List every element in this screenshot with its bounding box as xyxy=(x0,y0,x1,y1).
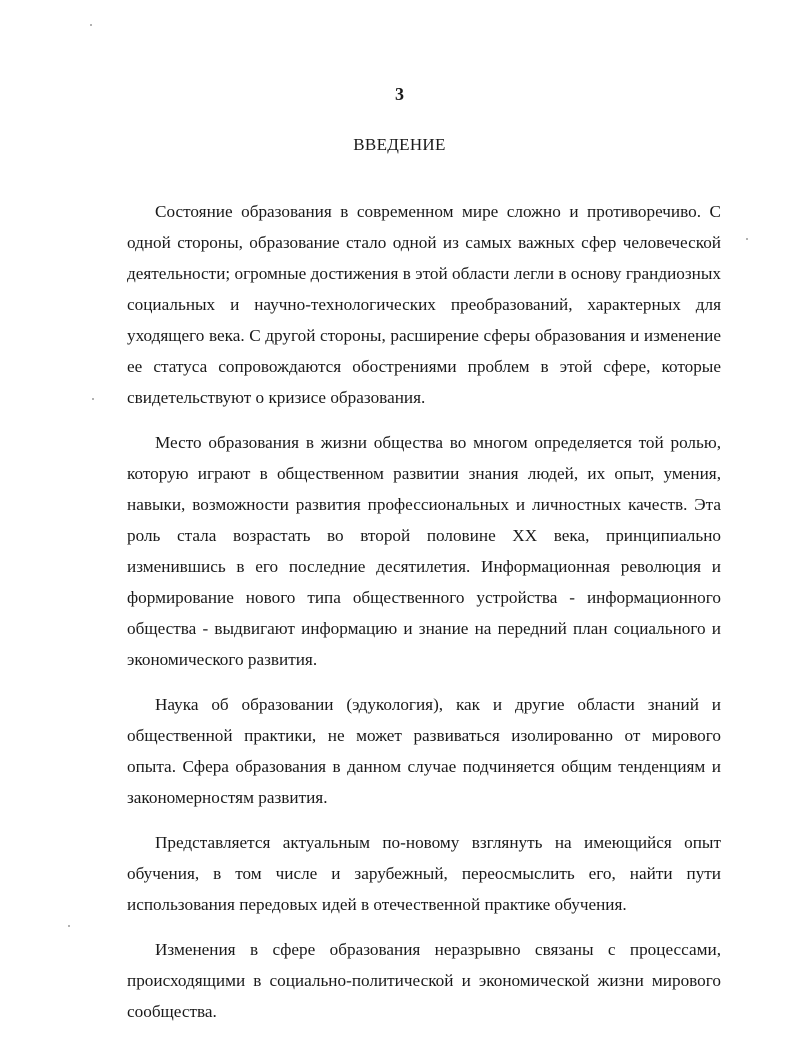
paragraph-2: Место образования в жизни общества во многом определяется той ролью, которую играют в общественном развитии знания людей, их опыт, умения, навыки, возможности развития профессиональных и личностных качеств. Эта роль стала возрастать во второй половине XX века, принципиально изменившись в его последние десятилетия. Информационная революция и формирование нового типа общественного устройства - информационного общества - выдвигают информацию и знание на передний план социального и экономического развития. xyxy=(127,433,721,669)
scan-speck xyxy=(90,24,92,26)
paragraph-1: Состояние образования в современном мире сложно и противоречиво. С одной стороны, образование стало одной из самых важных сфер человеческой деятельности; огромные достижения в этой области легли в основу грандиозных социальных и научно-технологических преобразований, характерных для уходящего века. С другой стороны, расширение сферы образования и изменение ее статуса сопровождаются обострениями проблем в этой сфере, которые свидетельствуют о кризисе образования. xyxy=(127,202,721,407)
scan-speck xyxy=(746,238,748,240)
scan-speck xyxy=(68,925,70,927)
paragraph-4: Представляется актуальным по-новому взглянуть на имеющийся опыт обучения, в том числе и зарубежный, переосмыслить его, найти пути использования передовых идей в отечественной практике обучения. xyxy=(127,833,721,914)
page-heading: ВВЕДЕНИЕ xyxy=(353,135,446,154)
paragraph-3: Наука об образовании (эдукология), как и другие области знаний и общественной практики, не может развиваться изолированно от мирового опыта. Сфера образования в данном случае подчиняется общим тенденциям и закономерностям развития. xyxy=(127,695,721,807)
page-number: 3 xyxy=(395,84,404,104)
document-body xyxy=(127,196,721,1041)
scan-speck xyxy=(92,398,94,400)
paragraph-5: Изменения в сфере образования неразрывно связаны с процессами, происходящими в социально-политической и экономической жизни мирового сообщества. xyxy=(127,940,721,1021)
